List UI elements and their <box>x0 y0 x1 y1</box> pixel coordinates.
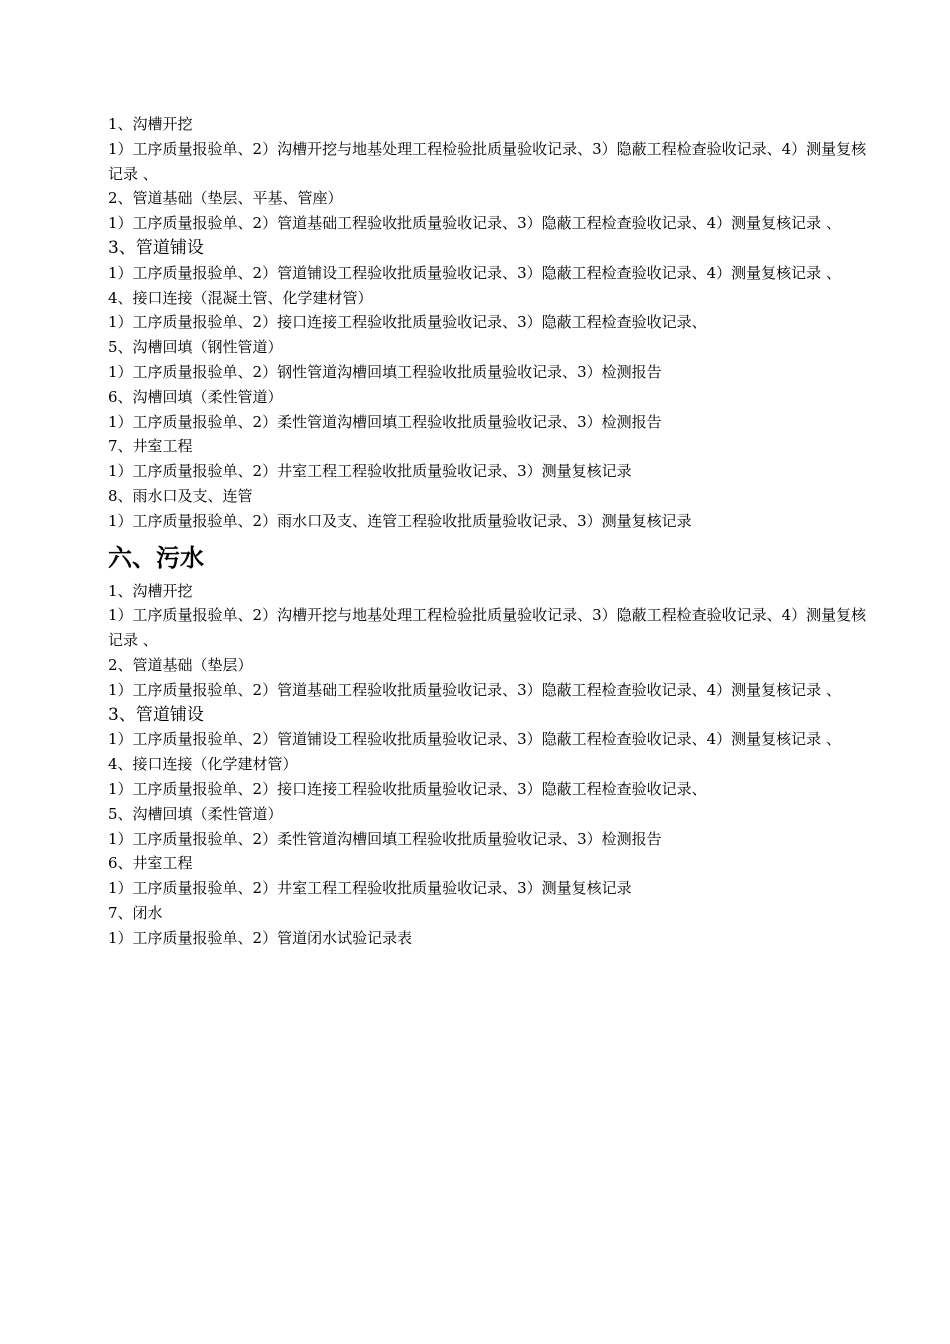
item-records: 1）工序质量报验单、2）接口连接工程验收批质量验收记录、3）隐蔽工程检查验收记录、 <box>108 779 707 798</box>
item-heading: 4、接口连接（化学建材管） <box>108 755 298 774</box>
item-heading: 2、管道基础（垫层） <box>108 655 253 674</box>
item-heading: 7、井室工程 <box>108 437 193 456</box>
item-records: 1）工序质量报验单、2）接口连接工程验收批质量验收记录、3）隐蔽工程检查验收记录、 <box>108 313 707 332</box>
item-records: 1）工序质量报验单、2）管道闭水试验记录表 <box>108 928 413 947</box>
item-heading: 3、管道铺设 <box>108 237 204 258</box>
item-heading: 1、沟槽开挖 <box>108 115 193 133</box>
item-records: 1）工序质量报验单、2）柔性管道沟槽回填工程验收批质量验收记录、3）检测报告 <box>108 412 662 431</box>
item-records: 1）工序质量报验单、2）井室工程工程验收批质量验收记录、3）测量复核记录 <box>108 879 632 898</box>
item-heading: 8、雨水口及支、连管 <box>108 486 253 505</box>
item-records: 1）工序质量报验单、2）沟槽开挖与地基处理工程检验批质量验收记录、3）隐蔽工程检查验收记录、4）测量复核记录 、 <box>108 606 867 650</box>
item-records: 1）工序质量报验单、2）管道铺设工程验收批质量验收记录、3）隐蔽工程检查验收记录、4）测量复核记录 、 <box>108 263 841 282</box>
item-heading: 6、井室工程 <box>108 854 193 873</box>
item-heading: 3、管道铺设 <box>108 704 204 725</box>
item-heading: 7、闭水 <box>108 903 163 922</box>
item-records: 1）工序质量报验单、2）雨水口及支、连管工程验收批质量验收记录、3）测量复核记录 <box>108 511 692 530</box>
item-heading: 5、沟槽回填（钢性管道） <box>108 338 283 357</box>
item-heading: 4、接口连接（混凝土管、化学建材管） <box>108 288 373 307</box>
item-records: 1）工序质量报验单、2）管道基础工程验收批质量验收记录、3）隐蔽工程检查验收记录、4）测量复核记录 、 <box>108 680 841 699</box>
item-records: 1）工序质量报验单、2）管道铺设工程验收批质量验收记录、3）隐蔽工程检查验收记录、4）测量复核记录 、 <box>108 730 841 749</box>
item-records: 1）工序质量报验单、2）井室工程工程验收批质量验收记录、3）测量复核记录 <box>108 462 632 481</box>
document-page <box>108 112 868 951</box>
item-records: 1）工序质量报验单、2）沟槽开挖与地基处理工程检验批质量验收记录、3）隐蔽工程检查验收记录、4）测量复核记录 、 <box>108 139 867 183</box>
section-five <box>108 112 868 534</box>
section-six <box>108 579 868 951</box>
item-heading: 5、沟槽回填（柔性管道） <box>108 804 283 823</box>
section-title: 六、污水 <box>108 542 204 572</box>
item-heading: 1、沟槽开挖 <box>108 581 193 600</box>
item-records: 1）工序质量报验单、2）柔性管道沟槽回填工程验收批质量验收记录、3）检测报告 <box>108 829 662 848</box>
item-heading: 2、管道基础（垫层、平基、管座） <box>108 189 343 208</box>
item-records: 1）工序质量报验单、2）管道基础工程验收批质量验收记录、3）隐蔽工程检查验收记录、4）测量复核记录 、 <box>108 214 841 233</box>
item-records: 1）工序质量报验单、2）钢性管道沟槽回填工程验收批质量验收记录、3）检测报告 <box>108 362 662 381</box>
item-heading: 6、沟槽回填（柔性管道） <box>108 387 283 406</box>
